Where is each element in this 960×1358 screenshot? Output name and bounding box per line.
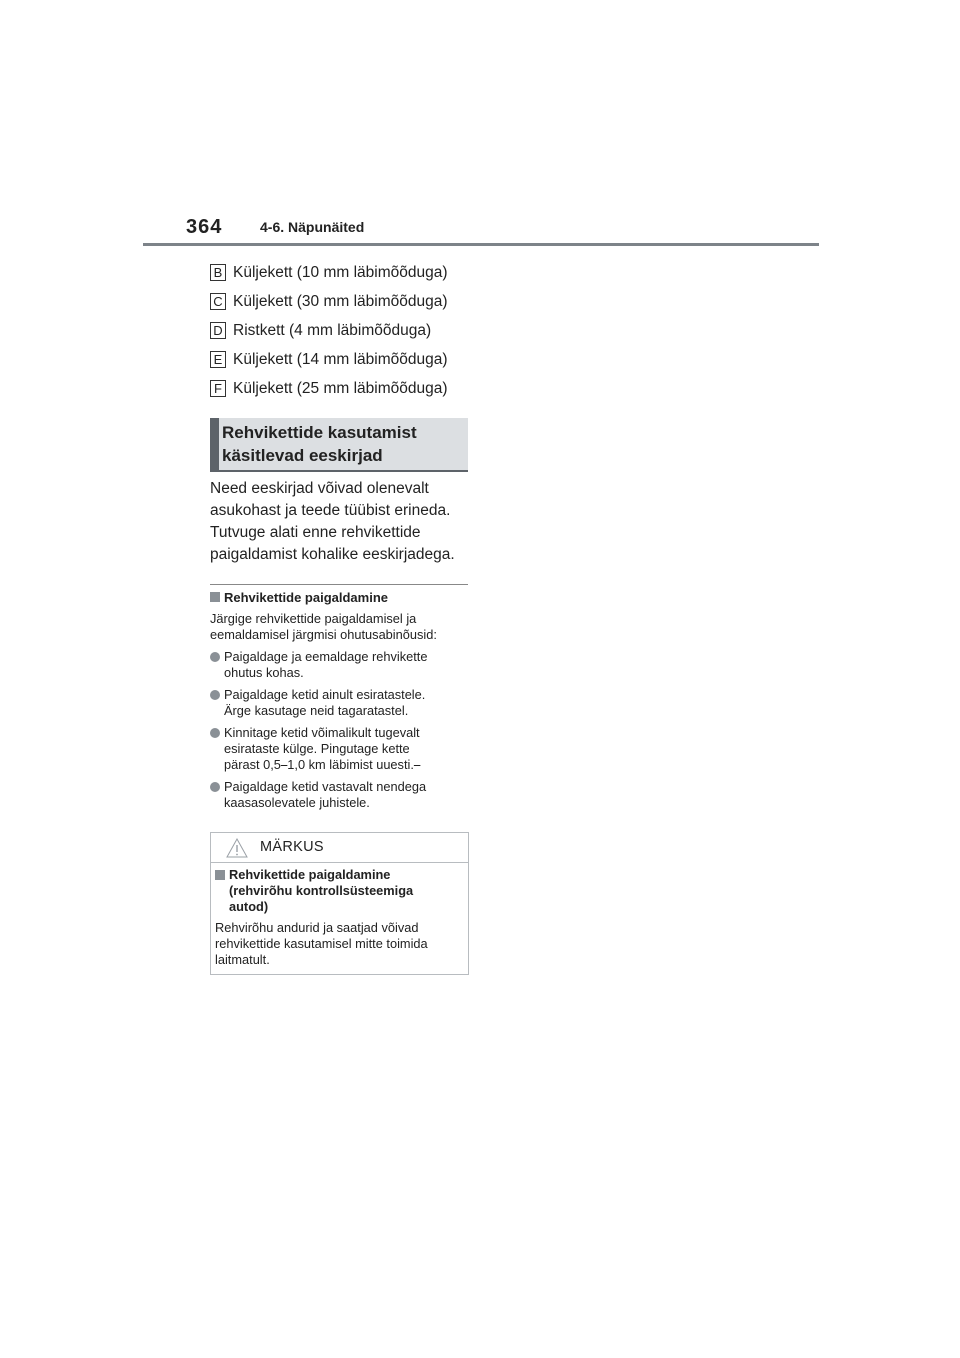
legend-item [210, 316, 448, 345]
section-divider [210, 584, 468, 585]
legend-letter: F [210, 380, 226, 397]
note-text-line: laitmatult. [215, 952, 270, 967]
legend-letter: E [210, 351, 226, 368]
note-sub-line: Rehvikettide paigaldamine [229, 867, 391, 882]
note-text [215, 920, 462, 968]
intro-line: Tutvuge alati enne rehvikettide [210, 524, 421, 541]
legend-letter: D [210, 322, 226, 339]
round-bullet-icon [210, 652, 220, 662]
list-item [210, 649, 472, 681]
text-line: Järgige rehvikettide paigaldamisel ja [210, 611, 417, 626]
round-bullet-icon [210, 728, 220, 738]
bullet-line: esirataste külge. Pingutage kette [224, 741, 410, 756]
installation-title: Rehvikettide paigaldamine [224, 590, 388, 605]
legend-item [210, 374, 448, 403]
bullet-line: kaasasolevatele juhistele. [224, 795, 370, 810]
bullet-line: ohutus kohas. [224, 665, 304, 680]
round-bullet-icon [210, 690, 220, 700]
bullet-line: Paigaldage ketid vastavalt nendega [224, 779, 427, 794]
installation-bullets [210, 649, 472, 817]
bullet-line: Paigaldage ketid ainult esiratastele. [224, 687, 426, 702]
bullet-line: Kinnitage ketid võimalikult tugevalt [224, 725, 420, 740]
list-item [210, 687, 472, 719]
list-item [210, 779, 472, 811]
legend-letter: B [210, 264, 226, 281]
list-item [210, 725, 472, 773]
installation-text [210, 611, 472, 643]
note-header [211, 833, 468, 863]
legend-text: Küljekett (14 mm läbimõõduga) [233, 350, 448, 368]
legend-item [210, 345, 448, 374]
intro-line: asukohast ja teede tüübist erineda. [210, 502, 451, 519]
warning-triangle-icon [226, 838, 248, 858]
note-subheading [215, 867, 462, 915]
legend-text: Ristkett (4 mm läbimõõduga) [233, 321, 432, 339]
legend-item [210, 258, 448, 287]
legend-text: Küljekett (25 mm läbimõõduga) [233, 379, 448, 397]
legend-text: Küljekett (30 mm läbimõõduga) [233, 292, 448, 310]
square-bullet-icon [210, 592, 220, 602]
regulations-heading [210, 418, 468, 472]
text-line: eemaldamisel järgmisi ohutusabinõusid: [210, 627, 437, 642]
square-bullet-icon [215, 870, 225, 880]
round-bullet-icon [210, 782, 220, 792]
note-sub-line: autod) [229, 899, 269, 914]
intro-paragraph [210, 478, 472, 566]
header-rule [143, 243, 819, 246]
bullet-line: Ärge kasutage neid tagaratastel. [224, 703, 409, 718]
legend-text: Küljekett (10 mm läbimõõduga) [233, 263, 448, 281]
heading-line: Rehvikettide kasutamist [222, 423, 417, 442]
note-box [210, 832, 469, 975]
intro-line: paigaldamist kohalike eeskirjadega. [210, 546, 455, 563]
bullet-line: pärast 0,5⎯1,0 km läbimist uuesti.⎯ [224, 757, 421, 772]
bullet-line: Paigaldage ja eemaldage rehvikette [224, 649, 428, 664]
page-number: 364 [186, 216, 223, 238]
note-text-line: rehvikettide kasutamisel mitte toimida [215, 936, 428, 951]
note-body [211, 863, 468, 968]
note-sub-line: (rehvirõhu kontrollsüsteemiga [229, 883, 414, 898]
heading-line: käsitlevad eeskirjad [222, 446, 383, 465]
legend-item [210, 287, 448, 316]
note-label: MÄRKUS [260, 839, 324, 855]
section-title: 4-6. Näpunäited [260, 219, 365, 235]
chain-type-legend [210, 258, 448, 403]
intro-line: Need eeskirjad võivad olenevalt [210, 480, 429, 497]
installation-heading [210, 590, 388, 605]
legend-letter: C [210, 293, 226, 310]
note-text-line: Rehvirõhu andurid ja saatjad võivad [215, 920, 419, 935]
